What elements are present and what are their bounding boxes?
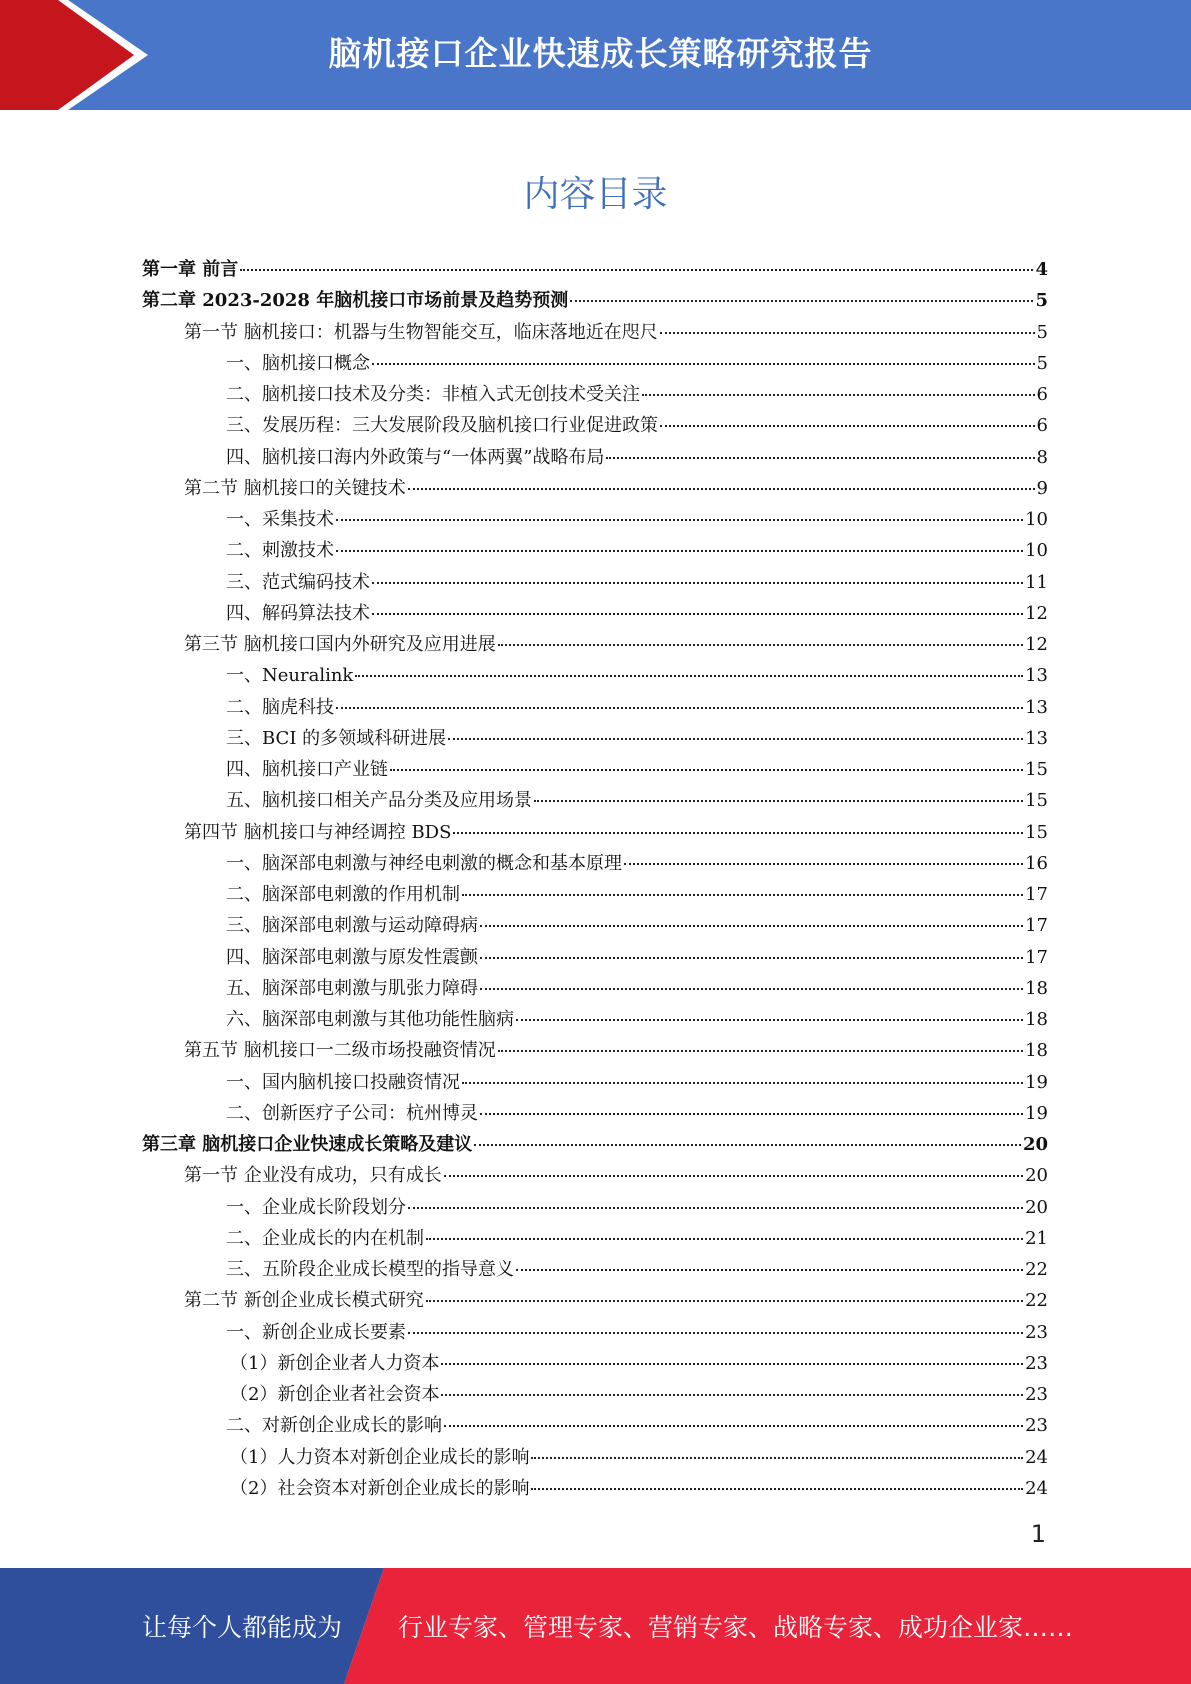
toc-leader-dots [426, 1238, 1023, 1240]
toc-entry-title: 四、脑深部电刺激与原发性震颤 [226, 946, 478, 968]
toc-entry-title: 第五节 脑机接口一二级市场投融资情况 [184, 1040, 496, 1062]
toc-entry-title: （1）人力资本对新创企业成长的影响 [230, 1446, 530, 1468]
toc-leader-dots [453, 832, 1023, 834]
toc-entry-title: 第二章 2023-2028 年脑机接口市场前景及趋势预测 [142, 290, 569, 312]
toc-entry-title: 一、企业成长阶段划分 [226, 1196, 406, 1218]
toc-leader-dots [480, 988, 1023, 990]
toc-entry-title: 二、脑机接口技术及分类：非植入式无创技术受关注 [226, 384, 640, 405]
toc-entry[interactable] [142, 1004, 1048, 1035]
toc-entry-title: 四、脑机接口产业链 [226, 759, 388, 780]
toc-entry-title: 一、脑深部电刺激与神经电刺激的概念和基本原理 [226, 852, 622, 874]
toc-leader-dots [660, 332, 1035, 334]
toc-entry-page: 12 [1025, 602, 1048, 624]
report-title: 脑机接口企业快速成长策略研究报告 [328, 34, 873, 73]
toc-entry-title: 第二节 新创企业成长模式研究 [184, 1290, 424, 1312]
toc-entry-title: 第二节 脑机接口的关键技术 [184, 477, 406, 499]
toc-entry-page: 11 [1025, 571, 1048, 593]
toc-entry[interactable] [142, 1410, 1048, 1441]
toc-leader-dots [531, 1457, 1023, 1459]
toc-entry-page: 13 [1025, 727, 1048, 749]
toc-leader-dots [444, 1175, 1023, 1177]
toc-entry-title: 一、新创企业成长要素 [226, 1321, 406, 1343]
toc-entry[interactable] [142, 754, 1048, 785]
toc-entry-page: 17 [1025, 915, 1048, 937]
toc-entry[interactable] [142, 910, 1048, 941]
toc-entry-title: 四、脑机接口海内外政策与“一体两翼”战略布局 [226, 446, 605, 468]
toc-entry[interactable] [142, 1035, 1048, 1066]
toc-leader-dots [408, 488, 1035, 490]
toc-entry[interactable] [142, 1379, 1048, 1410]
toc-heading: 内容目录 [523, 174, 668, 215]
toc-entry-page: 20 [1022, 1134, 1048, 1155]
toc-entry-title: 二、脑虎科技 [226, 696, 334, 718]
toc-entry-page: 23 [1025, 1415, 1048, 1437]
toc-entry-title: 四、解码算法技术 [226, 602, 370, 624]
toc-leader-dots [474, 1144, 1021, 1146]
toc-entry[interactable] [142, 1223, 1048, 1254]
toc-leader-dots [408, 1207, 1023, 1209]
toc-entry-page: 13 [1025, 696, 1048, 718]
toc-entry[interactable] [142, 1192, 1048, 1223]
toc-entry-page: 21 [1025, 1227, 1048, 1249]
toc-entry-page: 22 [1025, 1290, 1048, 1312]
toc-entry-page: 24 [1025, 1477, 1048, 1499]
toc-entry[interactable] [142, 598, 1048, 629]
toc-leader-dots [448, 738, 1023, 740]
toc-entry[interactable] [142, 1285, 1048, 1316]
toc-entry-page: 17 [1025, 884, 1048, 905]
toc-entry-title: 一、脑机接口概念 [226, 352, 370, 374]
toc-entry-page: 22 [1025, 1259, 1048, 1280]
toc-entry-page: 23 [1025, 1352, 1048, 1374]
toc-leader-dots [642, 394, 1035, 396]
toc-leader-dots [240, 269, 1033, 271]
toc-entry[interactable] [142, 473, 1048, 504]
toc-entry-title: 一、采集技术 [226, 509, 334, 530]
toc-entry-page: 5 [1036, 352, 1048, 374]
toc-entry-title: 五、脑机接口相关产品分类及应用场景 [226, 790, 532, 812]
toc-leader-dots [372, 363, 1035, 365]
toc-entry[interactable] [142, 629, 1048, 660]
table-of-contents [142, 254, 1048, 1504]
toc-leader-dots [534, 800, 1023, 802]
toc-leader-dots [498, 644, 1023, 646]
toc-entry[interactable] [142, 567, 1048, 598]
toc-entry[interactable] [142, 254, 1048, 285]
toc-entry-page: 4 [1035, 259, 1048, 280]
toc-entry-page: 5 [1035, 290, 1048, 312]
toc-entry-title: 三、BCI 的多领域科研进展 [226, 727, 447, 749]
footer-slogan-right: 行业专家、管理专家、营销专家、战略专家、成功企业家…… [398, 1613, 1074, 1642]
toc-leader-dots [516, 1269, 1023, 1271]
toc-leader-dots [408, 1332, 1023, 1334]
toc-entry-title: 第三节 脑机接口国内外研究及应用进展 [184, 634, 496, 655]
toc-entry-page: 10 [1025, 509, 1048, 530]
toc-entry-title: （2）社会资本对新创企业成长的影响 [230, 1477, 530, 1499]
toc-entry[interactable] [142, 504, 1048, 535]
toc-entry[interactable] [142, 535, 1048, 566]
toc-entry-title: 一、Neuralink [226, 665, 354, 687]
toc-leader-dots [516, 1019, 1023, 1021]
toc-leader-dots [444, 1425, 1023, 1427]
toc-entry-page: 20 [1025, 1196, 1048, 1218]
toc-leader-dots [570, 300, 1033, 302]
page-number: 1 [1030, 1520, 1046, 1548]
toc-entry[interactable] [142, 285, 1048, 316]
toc-entry-title: 三、发展历程：三大发展阶段及脑机接口行业促进政策 [226, 415, 658, 437]
toc-entry-page: 15 [1025, 790, 1048, 812]
toc-entry-title: 三、脑深部电刺激与运动障碍病 [226, 915, 478, 937]
toc-entry-page: 17 [1025, 946, 1048, 968]
toc-entry-title: 第一章 前言 [142, 259, 239, 280]
toc-entry[interactable] [142, 348, 1048, 379]
toc-leader-dots [441, 1394, 1023, 1396]
toc-entry-page: 10 [1025, 540, 1048, 562]
toc-entry[interactable] [142, 1442, 1048, 1473]
toc-entry-page: 20 [1025, 1165, 1048, 1187]
toc-leader-dots [426, 1300, 1023, 1302]
header-banner [0, 0, 1191, 110]
toc-entry[interactable] [142, 692, 1048, 723]
toc-entry[interactable] [142, 723, 1048, 754]
toc-entry[interactable] [142, 1317, 1048, 1348]
toc-entry-page: 18 [1025, 977, 1048, 999]
toc-entry[interactable] [142, 379, 1048, 410]
toc-entry-title: 五、脑深部电刺激与肌张力障碍 [226, 977, 478, 999]
toc-entry[interactable] [142, 1473, 1048, 1504]
toc-entry-title: 第一节 脑机接口：机器与生物智能交互，临床落地近在咫尺 [184, 321, 658, 343]
toc-entry[interactable] [142, 848, 1048, 879]
toc-entry-title: 二、对新创企业成长的影响 [226, 1415, 442, 1437]
toc-entry[interactable] [142, 1067, 1048, 1098]
toc-entry[interactable] [142, 660, 1048, 691]
toc-entry[interactable] [142, 879, 1048, 910]
toc-entry-title: 二、刺激技术 [226, 540, 334, 562]
toc-leader-dots [624, 863, 1023, 865]
toc-entry[interactable] [142, 317, 1048, 348]
toc-leader-dots [660, 425, 1035, 427]
toc-entry-page: 18 [1025, 1040, 1048, 1062]
toc-leader-dots [480, 1113, 1023, 1115]
toc-entry-page: 24 [1025, 1446, 1048, 1468]
toc-leader-dots [372, 582, 1023, 584]
toc-leader-dots [372, 613, 1023, 615]
toc-entry-title: 一、国内脑机接口投融资情况 [226, 1071, 460, 1093]
toc-entry-title: 第四节 脑机接口与神经调控 BDS [184, 821, 452, 843]
toc-entry[interactable] [142, 1098, 1048, 1129]
toc-leader-dots [336, 550, 1023, 552]
toc-entry-title: （2）新创企业者社会资本 [230, 1384, 440, 1405]
toc-leader-dots [441, 1363, 1023, 1365]
toc-entry[interactable] [142, 785, 1048, 816]
toc-entry-page: 23 [1025, 1321, 1048, 1343]
toc-entry-title: 第一节 企业没有成功，只有成长 [184, 1165, 442, 1187]
toc-entry-title: 二、企业成长的内在机制 [226, 1227, 424, 1249]
toc-entry-page: 16 [1025, 852, 1048, 874]
toc-entry-page: 12 [1025, 634, 1048, 655]
toc-entry-title: 三、范式编码技术 [226, 571, 370, 593]
toc-entry-page: 13 [1025, 665, 1048, 687]
toc-entry[interactable] [142, 1348, 1048, 1379]
toc-entry[interactable] [142, 1254, 1048, 1285]
toc-leader-dots [498, 1050, 1023, 1052]
footer-banner [0, 1568, 1191, 1684]
footer-slogan-left: 让每个人都能成为 [142, 1613, 343, 1642]
toc-entry[interactable] [142, 442, 1048, 473]
toc-entry-page: 8 [1036, 446, 1048, 468]
toc-entry-page: 6 [1036, 384, 1048, 405]
toc-entry-page: 15 [1025, 759, 1048, 780]
toc-leader-dots [462, 894, 1023, 896]
toc-entry-page: 15 [1025, 821, 1048, 843]
toc-entry-page: 19 [1025, 1102, 1048, 1124]
toc-entry-title: 六、脑深部电刺激与其他功能性脑病 [226, 1009, 514, 1030]
toc-entry-page: 19 [1025, 1071, 1048, 1093]
toc-entry-title: 二、创新医疗子公司：杭州博灵 [226, 1102, 478, 1124]
toc-entry[interactable] [142, 1160, 1048, 1191]
toc-entry[interactable] [142, 817, 1048, 848]
toc-leader-dots [390, 769, 1023, 771]
toc-leader-dots [606, 457, 1034, 459]
toc-entry[interactable] [142, 973, 1048, 1004]
toc-entry-page: 6 [1036, 415, 1048, 437]
toc-leader-dots [480, 925, 1023, 927]
toc-entry[interactable] [142, 1129, 1048, 1160]
toc-leader-dots [480, 957, 1023, 959]
toc-entry-title: 二、脑深部电刺激的作用机制 [226, 884, 460, 905]
toc-entry-title: 三、五阶段企业成长模型的指导意义 [226, 1259, 514, 1280]
toc-entry-title: 第三章 脑机接口企业快速成长策略及建议 [142, 1134, 473, 1155]
toc-leader-dots [462, 1082, 1023, 1084]
toc-entry-title: （1）新创企业者人力资本 [230, 1352, 440, 1374]
toc-entry-page: 18 [1025, 1009, 1048, 1030]
toc-leader-dots [336, 707, 1023, 709]
toc-entry-page: 5 [1036, 321, 1048, 343]
toc-entry[interactable] [142, 942, 1048, 973]
toc-leader-dots [355, 675, 1023, 677]
toc-entry-page: 9 [1036, 477, 1048, 499]
toc-entry-page: 23 [1025, 1384, 1048, 1405]
toc-entry[interactable] [142, 410, 1048, 441]
toc-leader-dots [336, 519, 1023, 521]
toc-leader-dots [531, 1488, 1023, 1490]
